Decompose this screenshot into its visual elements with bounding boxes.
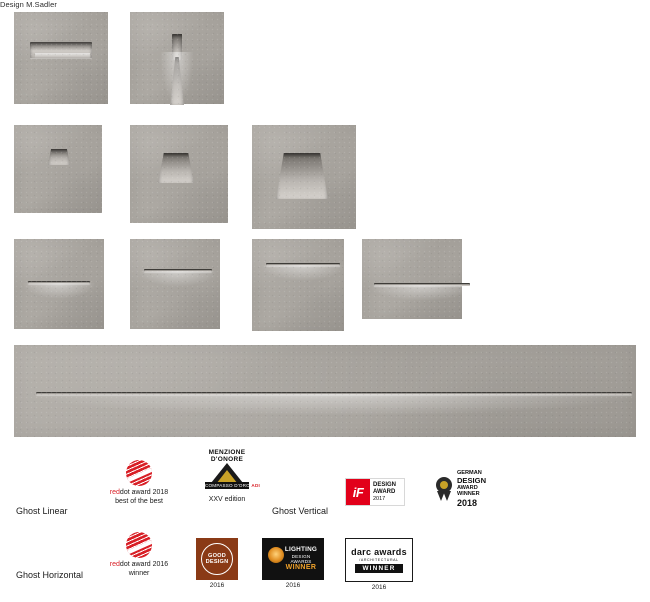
award-subcaption: best of the best bbox=[115, 497, 163, 505]
award-year: 2016 bbox=[371, 584, 387, 591]
award-caption-mid: dot bbox=[119, 489, 130, 496]
award-caption-post: award 2016 bbox=[129, 561, 169, 568]
light-line-long bbox=[36, 392, 632, 395]
panel-line-2 bbox=[130, 239, 220, 329]
compasso-line1: MENZIONE bbox=[208, 449, 246, 456]
panel-medium-trapezoid-recess bbox=[130, 125, 228, 223]
gda-line1: GERMAN bbox=[456, 470, 482, 477]
award-caption bbox=[92, 489, 186, 498]
award-reddot-2018 bbox=[92, 460, 186, 507]
recessed-vertical-slot bbox=[172, 34, 182, 60]
award-darc-2016 bbox=[342, 538, 416, 591]
award-caption-red: red bbox=[109, 489, 120, 496]
gda-line3: AWARD bbox=[456, 485, 478, 492]
light-glow bbox=[24, 394, 644, 416]
light-glow bbox=[260, 265, 346, 281]
award-if-design-2017 bbox=[344, 478, 406, 509]
award-good-design-2016 bbox=[186, 538, 248, 589]
light-line bbox=[266, 263, 340, 266]
award-subcaption: winner bbox=[128, 569, 150, 577]
award-subcaption: XXV edition bbox=[208, 496, 246, 503]
gda-line4: WINNER bbox=[456, 491, 480, 498]
award-caption-red: red bbox=[109, 561, 120, 568]
bulb-icon bbox=[268, 547, 284, 563]
recessed-trapezoid-slot-medium bbox=[158, 153, 194, 183]
award-lighting-design-2016 bbox=[258, 538, 328, 589]
lda-line3: AWARDS bbox=[290, 558, 312, 564]
compasso-bar-text: COMPASSO D'ORO bbox=[205, 483, 252, 488]
if-line2: AWARD bbox=[373, 488, 396, 495]
panel-line-1 bbox=[14, 239, 104, 329]
recessed-trapezoid-slot-large bbox=[276, 153, 328, 199]
award-compasso-doro bbox=[188, 450, 266, 505]
lda-line4: WINNER bbox=[285, 563, 317, 571]
reddot-icon bbox=[126, 532, 152, 558]
if-line3: 2017 bbox=[373, 495, 386, 502]
award-caption bbox=[92, 561, 186, 570]
product-label-ghost-horizontal: Ghost Horizontal bbox=[16, 570, 84, 580]
light-line bbox=[28, 281, 90, 284]
lda-line1: LIGHTING bbox=[284, 546, 318, 554]
darc-line1: darc awards bbox=[351, 547, 407, 557]
panel-linear-wide-recess bbox=[14, 12, 108, 104]
panel-large-trapezoid-recess bbox=[252, 125, 356, 229]
if-mark: iF bbox=[346, 479, 370, 505]
light-line bbox=[374, 283, 470, 286]
gda-line5: 2018 bbox=[456, 497, 477, 508]
compasso-bar-adi: ADI bbox=[251, 483, 260, 488]
good-design-line2: DESIGN bbox=[205, 559, 229, 565]
award-reddot-2016 bbox=[92, 532, 186, 579]
product-label-ghost-vertical: Ghost Vertical bbox=[272, 506, 329, 516]
product-label-ghost-linear: Ghost Linear bbox=[16, 506, 68, 516]
if-line1: DESIGN bbox=[373, 482, 397, 489]
panel-line-3 bbox=[252, 239, 344, 331]
recessed-trapezoid-slot-small bbox=[48, 149, 70, 165]
darc-line3: WINNER bbox=[355, 564, 402, 573]
light-glow bbox=[138, 271, 218, 287]
recessed-rectangular-slot bbox=[30, 42, 92, 58]
light-line bbox=[144, 269, 212, 272]
award-caption-mid: dot bbox=[119, 561, 130, 568]
light-glow bbox=[22, 283, 96, 299]
good-design-line1: GOOD bbox=[208, 552, 226, 559]
panel-line-4 bbox=[362, 239, 462, 319]
award-caption-post: award 2018 bbox=[129, 489, 169, 496]
light-glow bbox=[368, 285, 476, 301]
compasso-line2: D'ONORE bbox=[210, 455, 244, 463]
compasso-doro-icon bbox=[198, 449, 260, 494]
panel-small-trapezoid-recess bbox=[14, 125, 102, 213]
panel-linear-wide bbox=[14, 345, 636, 437]
award-year: 2016 bbox=[285, 582, 301, 589]
gda-line2: DESIGN bbox=[456, 475, 487, 485]
award-year: 2016 bbox=[209, 582, 225, 589]
good-design-icon bbox=[196, 538, 238, 580]
darc-awards-icon bbox=[345, 538, 413, 582]
award-german-design-2018 bbox=[424, 470, 496, 508]
design-credit: Design M.Sadler bbox=[0, 0, 57, 9]
recessed-vertical-taper bbox=[170, 57, 184, 105]
german-design-award-icon bbox=[427, 470, 493, 508]
medal-icon bbox=[434, 477, 454, 501]
panel-vertical-taper-recess bbox=[130, 12, 224, 104]
darc-line2: /ARCHITECTURAL bbox=[359, 558, 399, 562]
reddot-icon bbox=[126, 460, 152, 486]
lighting-design-awards-icon bbox=[262, 538, 324, 580]
lda-line2: DESIGN bbox=[291, 553, 311, 559]
if-design-award-icon bbox=[345, 478, 405, 506]
